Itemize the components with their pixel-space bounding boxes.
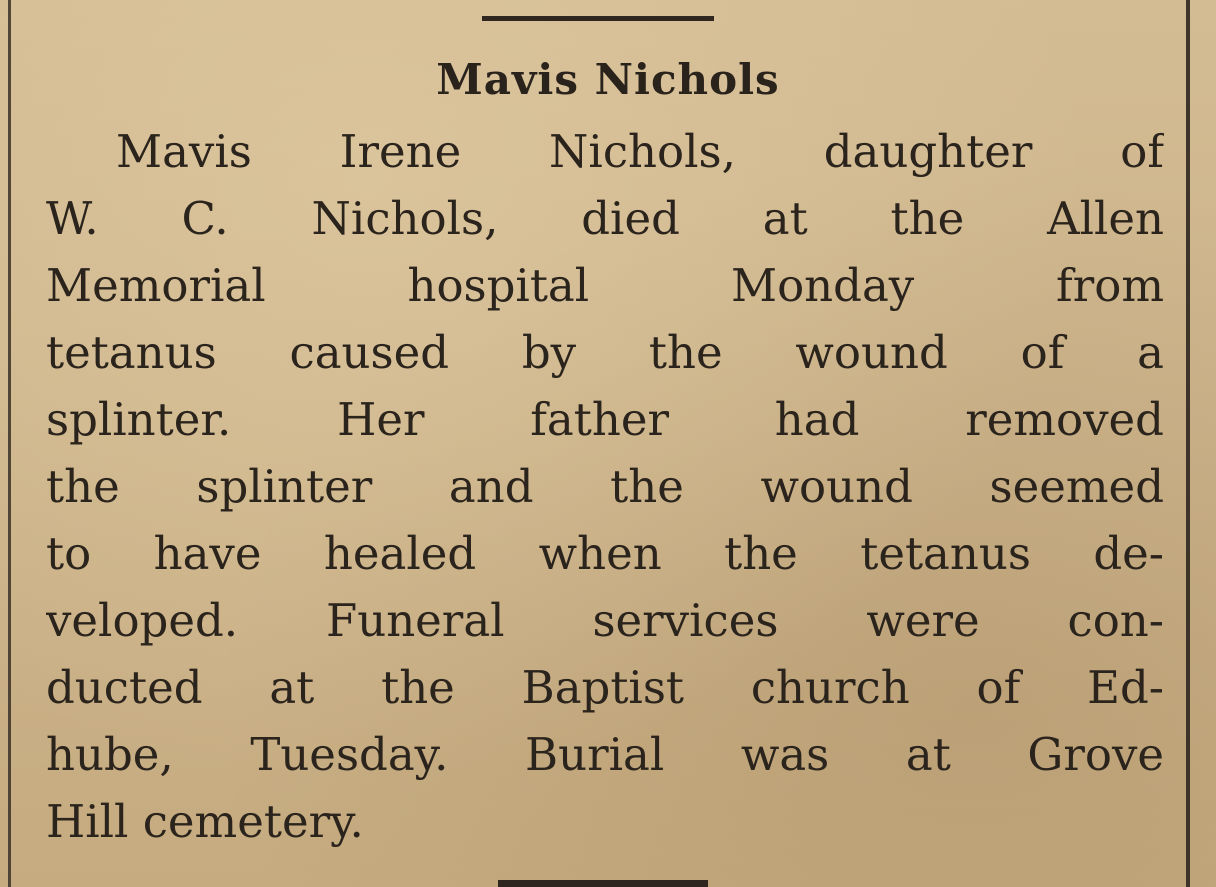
article-line: splinter. Her father had removed — [46, 393, 1164, 446]
article-line: to have healed when the tetanus de- — [46, 527, 1164, 580]
article-line: veloped. Funeral services were con- — [46, 594, 1164, 647]
article-line: Memorial hospital Monday from — [46, 259, 1164, 312]
top-separator-rule — [482, 16, 714, 21]
column-rule-left — [8, 0, 11, 887]
column-rule-right — [1186, 0, 1190, 887]
article-headline: Mavis Nichols — [436, 55, 780, 104]
article-line: Hill cemetery. — [46, 795, 364, 848]
article-body — [46, 118, 1164, 855]
bottom-separator-rule — [498, 880, 708, 887]
article-line: hube, Tuesday. Burial was at Grove — [46, 728, 1164, 781]
article-line: the splinter and the wound seemed — [46, 460, 1164, 513]
article-line: tetanus caused by the wound of a — [46, 326, 1164, 379]
article-line: W. C. Nichols, died at the Allen — [46, 192, 1164, 245]
article-line: Mavis Irene Nichols, daughter of — [116, 125, 1164, 178]
article-line: ducted at the Baptist church of Ed- — [46, 661, 1164, 714]
